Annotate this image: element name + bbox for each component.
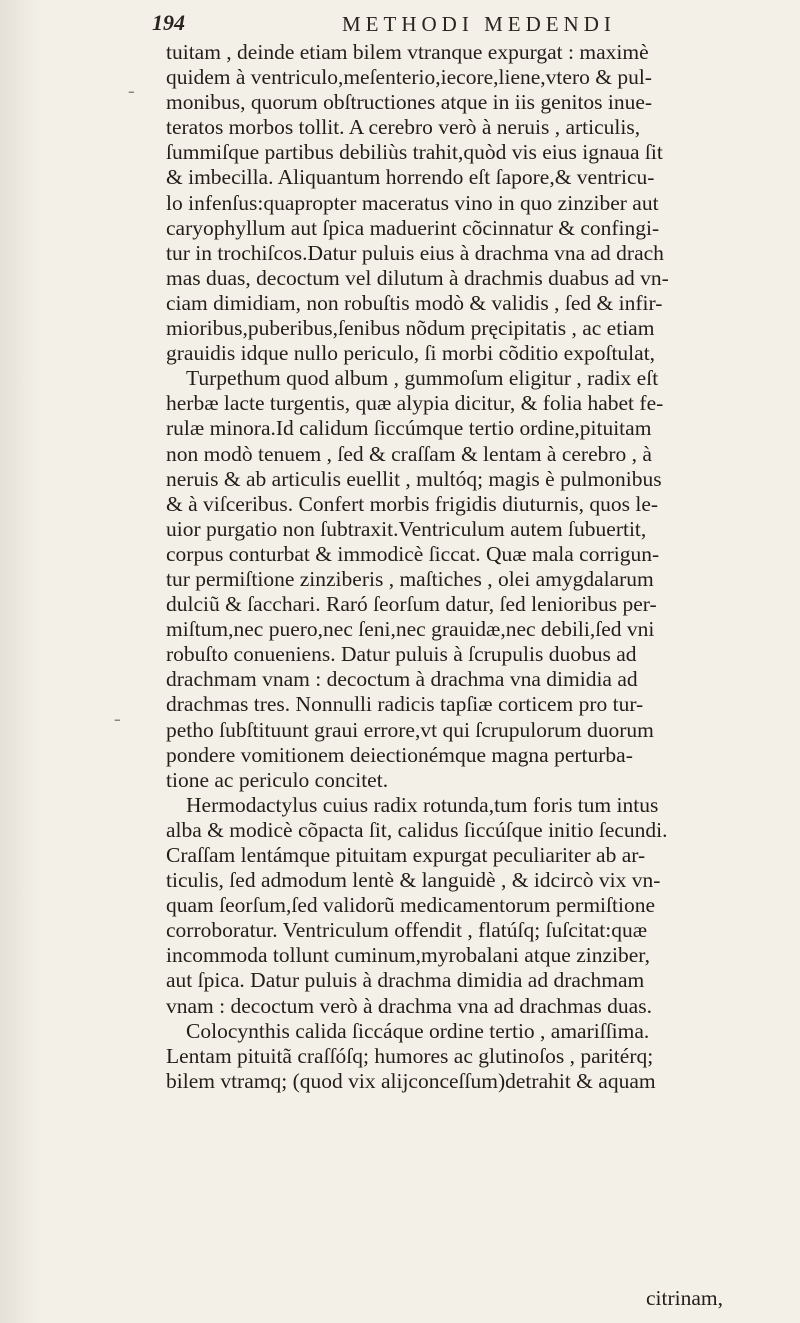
text-line: quidem à ventriculo,meſenterio,iecore,liene,vtero & pul- <box>166 65 652 90</box>
text-line: tione ac periculo concitet. <box>166 767 389 792</box>
text-line: mioribus,puberibus,ſenibus nõdum pręcipitatis , ac etiam <box>166 316 655 341</box>
text-line: corroboratur. Ventriculum offendit , flatúſq; ſuſcitat:quæ <box>166 918 648 943</box>
text-line: uior purgatio non ſubtraxit.Ventriculum autem ſubuertit, <box>166 516 647 541</box>
text-line: bilem vtramq; (quod vix alijconceſſum)detrahit & aquam <box>166 1068 656 1093</box>
catchword: citrinam, <box>646 1286 724 1310</box>
text-line: mas duas, decoctum vel dilutum à drachmis duabus ad vn- <box>166 265 669 290</box>
text-line: herbæ lacte turgentis, quæ alypia dicitur, & folia habet fe- <box>166 391 664 416</box>
text-line: rulæ minora.Id calidum ſiccúmque tertio ordine,pituitam <box>166 416 652 441</box>
text-line: Turpethum quod album , gummoſum eligitur , radix eſt <box>186 366 659 391</box>
margin-mark: - <box>128 80 135 102</box>
text-line: drachmas tres. Nonnulli radicis tapſiæ corticem pro tur- <box>166 692 644 717</box>
page-number: 194 <box>152 10 185 35</box>
text-line: vnam : decoctum verò à drachma vna ad drachmas duas. <box>166 993 652 1018</box>
text-line: tuitam , deinde etiam bilem vtranque expurgat : maximè <box>166 40 649 64</box>
text-line: ticulis, ſed admodum lentè & languidè , & idcircò vix vn- <box>166 868 661 893</box>
text-line: ciam dimidiam, non robuſtis modò & validis , ſed & infir- <box>166 290 663 315</box>
text-line: drachmam vnam : decoctum à drachma vna dimidia ad <box>166 667 638 692</box>
text-line: tur in trochiſcos.Datur puluis eius à drachma vna ad drach <box>166 240 664 265</box>
text-line: & imbecilla. Aliquantum horrendo eſt ſapore,& ventricu- <box>166 165 655 190</box>
text-line: pondere vomitionem deiectionémque magna perturba- <box>166 742 633 767</box>
text-line: monibus, quorum obſtructiones atque in iis genitos inue- <box>166 90 653 115</box>
text-line: teratos morbos tollit. A cerebro verò à neruis , articulis, <box>166 115 641 140</box>
text-line: & à viſceribus. Confert morbis frigidis diuturnis, quos le- <box>166 491 659 516</box>
text-line: aut ſpica. Datur puluis à drachma dimidia ad drachmam <box>166 968 645 993</box>
text-line: Craſſam lentámque pituitam expurgat peculiariter ab ar- <box>166 843 646 867</box>
text-line: ſummiſque partibus debiliùs trahit,quòd vis eius ignaua ſit <box>166 140 663 165</box>
text-line: Colocynthis calida ſiccáque ordine tertio , amariſſima. <box>186 1018 650 1043</box>
text-line: tur permiſtione zinziberis , maſtiches , olei amygdalarum <box>166 566 654 591</box>
running-head: METHODI MEDENDI <box>342 12 616 36</box>
text-line: lo infenſus:quapropter maceratus vino in quo zinziber aut <box>166 190 659 215</box>
text-line: quam ſeorſum,ſed validorũ medicamentorum permiſtione <box>166 893 655 918</box>
text-line: corpus conturbat & immodicè ſiccat. Quæ mala corrigun- <box>166 541 660 566</box>
text-line: miſtum,nec puero,nec ſeni,nec grauidæ,nec debili,ſed vni <box>166 617 655 642</box>
text-line: caryophyllum aut ſpica maduerint cõcinnatur & confingi- <box>166 215 660 240</box>
text-line: neruis & ab articulis euellit , multóq; magis è pulmonibus <box>166 466 662 491</box>
text-line: Hermodactylus cuius radix rotunda,tum foris tum intus <box>186 792 659 817</box>
text-line: alba & modicè cõpacta ſit, calidus ſiccúſque initio ſecundi. <box>166 817 668 842</box>
gutter-shadow <box>0 0 40 1323</box>
text-line: petho ſubſtituunt graui errore,vt qui ſcrupulorum duorum <box>166 717 654 742</box>
text-line: incommoda tollunt cuminum,myrobalani atque zinziber, <box>166 943 650 968</box>
page-header <box>152 10 712 40</box>
text-line: non modò tenuem , ſed & craſſam & lentam à cerebro , à <box>166 441 652 466</box>
text-line: Lentam pituitã craſſóſq; humores ac glutinoſos , paritérq; <box>166 1043 654 1068</box>
body-text <box>166 40 794 1094</box>
text-line: dulciũ & ſacchari. Raró ſeorſum datur, ſed lenioribus per- <box>166 592 657 617</box>
text-line: grauidis idque nullo periculo, ſi morbi cõditio expoſtulat, <box>166 341 656 366</box>
margin-mark: - <box>114 708 121 730</box>
text-line: robuſto conueniens. Datur puluis à ſcrupulis duobus ad <box>166 642 637 667</box>
